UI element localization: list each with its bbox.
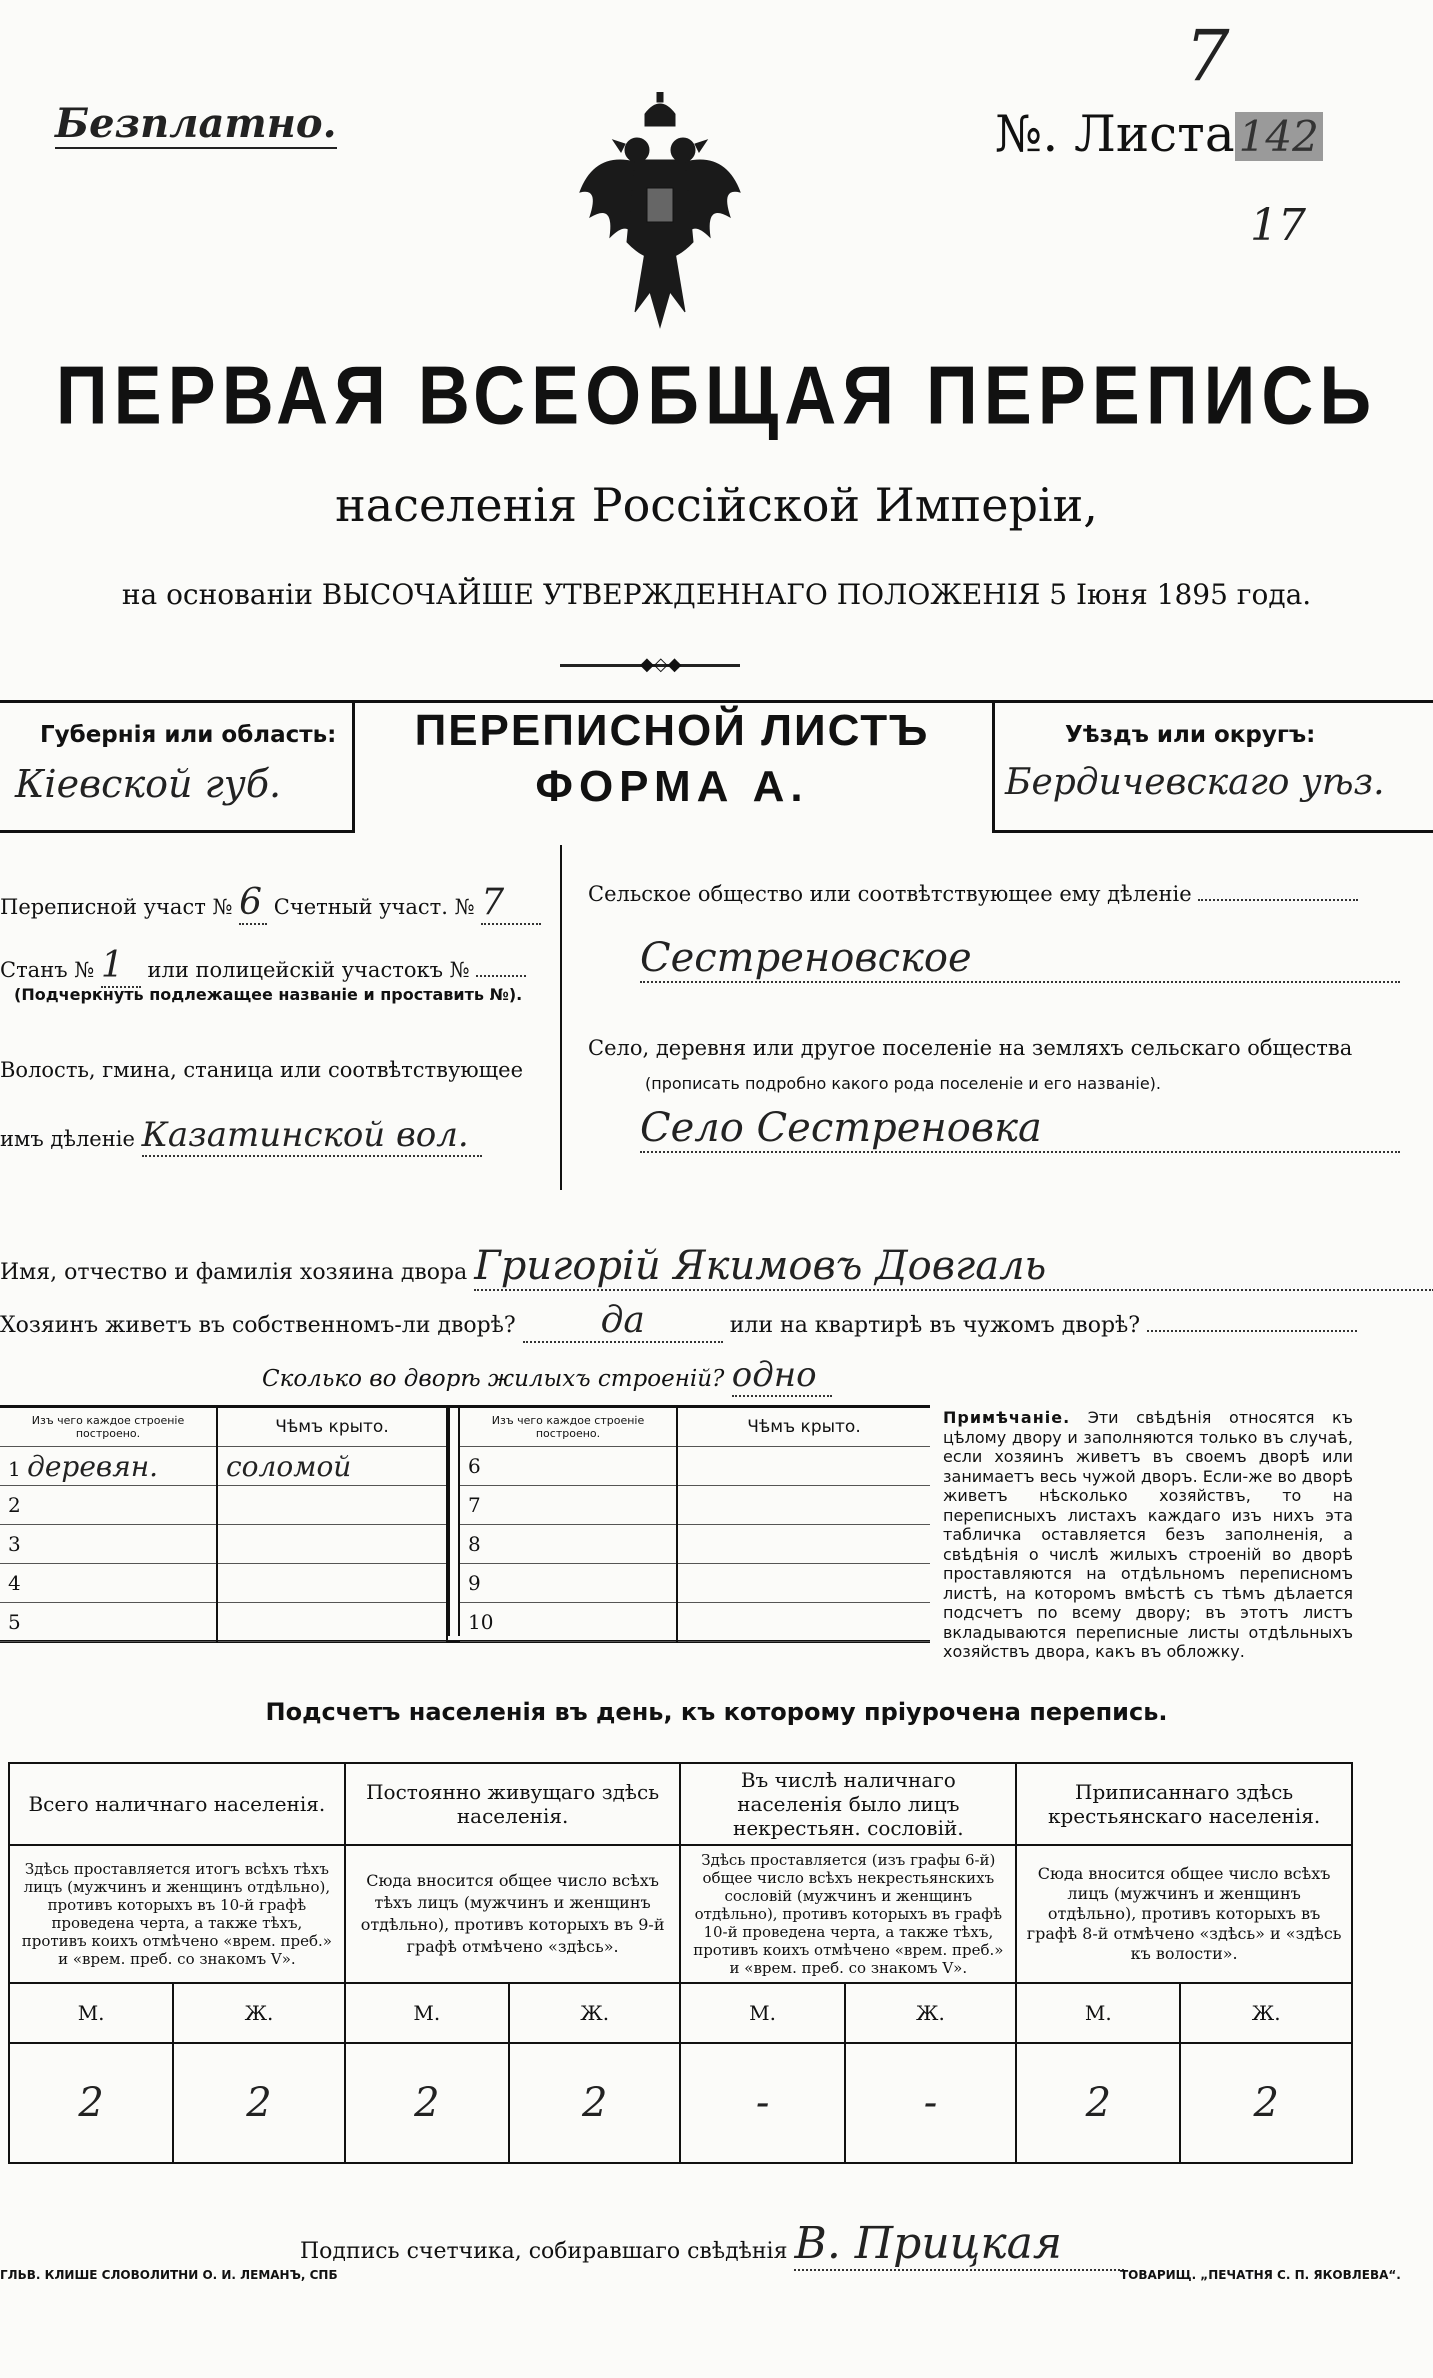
row-number: 3 (8, 1532, 21, 1556)
district-value: Бердичевскаго уѣз. (1005, 762, 1385, 803)
field-divider (560, 845, 562, 1190)
table-double-divider (448, 1408, 460, 1636)
table-row (0, 1447, 447, 1486)
stan-note: (Подчеркнуть подлежащее названіе и проставить №). (14, 985, 523, 1004)
owner-value: Григорій Якимовъ Довгаль (474, 1243, 1433, 1291)
row-number: 8 (468, 1532, 481, 1556)
table-row (0, 1525, 447, 1564)
population-title: Подсчетъ населенія въ день, къ которому пріурочена перепись. (265, 1698, 1168, 1726)
sheet-title-block (352, 706, 992, 812)
table-row (460, 1564, 930, 1603)
pop-col-desc-3: Здѣсь проставляется (изъ графы 6-й) общее число всѣхъ некрестьянскихъ сословій (мужчинъ и женщинъ отдѣльно), противъ которыхъ въ графѣ 10-й проведена черта, а также тѣхъ, противъ коихъ отмѣчено «врем. преб.» и «врем. преб. со знакомъ V». (680, 1845, 1016, 1983)
footer-right: ТОВАРИЩ. „ПЕЧАТНЯ С. П. ЯКОВЛЕВА“. (1120, 2268, 1401, 2282)
row-material: деревян. (27, 1449, 159, 1483)
table-row (0, 1564, 447, 1603)
province-value: Кіевской губ. (15, 762, 282, 806)
col-material-header: Изъ чего каждое строеніе построено. (0, 1408, 217, 1447)
table-row (0, 1486, 447, 1525)
lives-row (0, 1300, 1357, 1343)
sheet-number-handwritten: 7 (1185, 15, 1230, 97)
count-section-label: Счетный участ. № (273, 895, 475, 919)
lives-label: Хозяинъ живетъ въ собственномъ-ли дворѣ? (0, 1313, 516, 1338)
free-label: Безплатно. (55, 100, 337, 147)
pop-value-m: 2 (1016, 2043, 1180, 2163)
sheet-number-text: №. Листа (995, 105, 1235, 163)
note-block (943, 1408, 1353, 1662)
buildings-table-right (460, 1408, 930, 1642)
m-label: М. (1016, 1983, 1180, 2043)
police-label: или полицейскій участокъ № (147, 958, 470, 982)
sheet-title: ПЕРЕПИСНОЙ ЛИСТЪ (414, 706, 930, 755)
pop-col-header-2: Постоянно живущаго здѣсь населенія. (345, 1763, 681, 1845)
buildings-table-left (0, 1408, 448, 1642)
village-note: (прописать подробно какого рода поселеніе и его названіе). (645, 1074, 1161, 1093)
stan-value: 1 (101, 945, 141, 988)
col-roof-header-2: Чѣмъ крыто. (677, 1408, 930, 1447)
volost-label: Волость, гмина, станица или соотвѣтствующее (0, 1058, 524, 1082)
row-number: 9 (468, 1571, 481, 1595)
margin-note: 17 (1250, 200, 1306, 251)
f-label: Ж. (1180, 1983, 1352, 2043)
community-value: Сестреновское (640, 935, 1400, 983)
pop-col-header-1: Всего наличнаго населенія. (9, 1763, 345, 1845)
table-row (0, 1603, 447, 1642)
form-label: ФОРМА А. (535, 762, 809, 811)
census-section-value: 6 (239, 882, 267, 925)
note-text: Эти свѣдѣнія относятся къ цѣлому двору и заполняются только въ случаѣ, если хозяинъ живетъ въ своемъ дворѣ или занимаетъ весь чужой дворъ. Если-же во дворѣ живетъ нѣсколько хозяйствъ, то на переписныхъ листахъ каждаго изъ нихъ эта табличка оставляется безъ заполненія, а свѣдѣнія о числѣ жилыхъ строеній во дворѣ проставляются на отдѣльномъ переписномъ листѣ, на которомъ вмѣстѣ съ тѣмъ дѣлается подсчетъ по всему двору; въ этотъ листъ вкладываются переписные листы отдѣльныхъ хозяйствъ двора, какъ въ обложку. (943, 1408, 1353, 1661)
row-number: 4 (8, 1571, 21, 1595)
community-row (588, 882, 1358, 906)
row-number: 6 (468, 1454, 481, 1478)
double-headed-eagle-emblem (575, 92, 745, 332)
lives-alt-value (1147, 1330, 1357, 1332)
row-number: 10 (468, 1610, 494, 1634)
police-value (476, 975, 526, 977)
table-row (460, 1603, 930, 1642)
sheet-number-label (995, 105, 1323, 163)
f-label: Ж. (509, 1983, 681, 2043)
pop-value-f: 2 (509, 2043, 681, 2163)
col-roof-header: Чѣмъ крыто. (217, 1408, 447, 1447)
census-main-title: ПЕРВАЯ ВСЕОБЩАЯ ПЕРЕПИСЬ (55, 350, 1378, 442)
pop-value-f: 2 (1180, 2043, 1352, 2163)
volost-value: Казатинской вол. (142, 1115, 482, 1157)
pop-col-desc-1: Здѣсь проставляется итогъ всѣхъ тѣхъ лицъ (мужчинъ и женщинъ отдѣльно), противъ которыхъ въ 10-й графѣ проведена черта, а также тѣхъ, противъ коихъ отмѣчено «врем. преб.» и «врем. преб. со знакомъ V». (9, 1845, 345, 1983)
row-number: 7 (468, 1493, 481, 1517)
district-box (992, 700, 1433, 833)
volost-row (0, 1115, 482, 1157)
volost-label-2: имъ дѣленіе (0, 1127, 135, 1151)
footer-left: ГЛЬВ. КЛИШЕ СЛОВОЛИТНИ О. И. ЛЕМАНЪ, СПБ (0, 2268, 338, 2282)
buildings-row (262, 1355, 832, 1397)
province-label: Губернія или область: (40, 722, 337, 748)
row-number: 2 (8, 1493, 21, 1517)
buildings-table (0, 1405, 930, 1643)
table-row (460, 1486, 930, 1525)
pop-col-desc-4: Сюда вносится общее число всѣхъ лицъ (мужчинъ и женщинъ отдѣльно), противъ которыхъ въ графѣ 8-й отмѣчено «здѣсь» и «здѣсь къ волости». (1016, 1845, 1352, 1983)
signature-value: В. Прицкая (794, 2218, 1124, 2271)
village-value: Село Сестреновка (640, 1105, 1400, 1153)
pop-col-header-4: Приписаннаго здѣсь крестьянскаго населенія. (1016, 1763, 1352, 1845)
row-number: 5 (8, 1610, 21, 1634)
f-label: Ж. (173, 1983, 345, 2043)
owner-row (0, 1243, 1433, 1291)
note-title: Примѣчаніе. (943, 1408, 1071, 1427)
m-label: М. (9, 1983, 173, 2043)
pop-value-m: 2 (9, 2043, 173, 2163)
pop-value-f: 2 (173, 2043, 345, 2163)
province-box (0, 700, 355, 833)
stan-row (0, 945, 526, 988)
col-material-header-2: Изъ чего каждое строеніе построено. (460, 1408, 677, 1447)
buildings-label: Сколько во дворѣ жилыхъ строеній? (262, 1366, 725, 1392)
buildings-value: одно (732, 1355, 832, 1397)
owner-label: Имя, отчество и фамилія хозяина двора (0, 1260, 468, 1285)
village-label: Село, деревня или другое поселеніе на земляхъ сельскаго общества (588, 1036, 1353, 1060)
row-number: 1 (8, 1456, 21, 1481)
community-label: Сельское общество или соотвѣтствующее ему дѣленіе (588, 882, 1192, 906)
lives-value: да (523, 1300, 723, 1343)
pop-value-f: - (845, 2043, 1017, 2163)
signature-row (300, 2218, 1124, 2271)
district-label: Уѣздъ или округъ: (1065, 722, 1316, 748)
f-label: Ж. (845, 1983, 1017, 2043)
census-subtitle: населенія Россійской Имперіи, (335, 478, 1098, 532)
census-basis: на основаніи ВЫСОЧАЙШЕ УТВЕРЖДЕННАГО ПОЛОЖЕНІЯ 5 Іюня 1895 года. (121, 578, 1312, 611)
pop-col-header-3: Въ числѣ наличнаго населенія было лицъ некрестьян. сословій. (680, 1763, 1016, 1845)
m-label: М. (680, 1983, 844, 2043)
community-dots (1198, 899, 1358, 901)
pop-value-m: - (680, 2043, 844, 2163)
signature-label: Подпись счетчика, собиравшаго свѣдѣнія (300, 2239, 788, 2264)
m-label: М. (345, 1983, 509, 2043)
pop-col-desc-2: Сюда вносится общее число всѣхъ тѣхъ лицъ (мужчинъ и женщинъ отдѣльно), противъ которыхъ въ 9-й графѣ отмѣчено «здѣсь». (345, 1845, 681, 1983)
sheet-number-value: 142 (1235, 112, 1323, 161)
census-section-row (0, 882, 541, 925)
row-roof: соломой (217, 1447, 447, 1486)
lives-alt-label: или на квартирѣ въ чужомъ дворѣ? (729, 1313, 1141, 1338)
count-section-value: 7 (481, 882, 541, 925)
table-row (460, 1447, 930, 1486)
stan-label: Станъ № (0, 958, 95, 982)
table-row (460, 1525, 930, 1564)
population-table (8, 1762, 1353, 2164)
pop-value-m: 2 (345, 2043, 509, 2163)
ornament-diamond-icon: ◆◇◆ (640, 654, 682, 675)
census-section-label: Переписной участ № (0, 895, 233, 919)
